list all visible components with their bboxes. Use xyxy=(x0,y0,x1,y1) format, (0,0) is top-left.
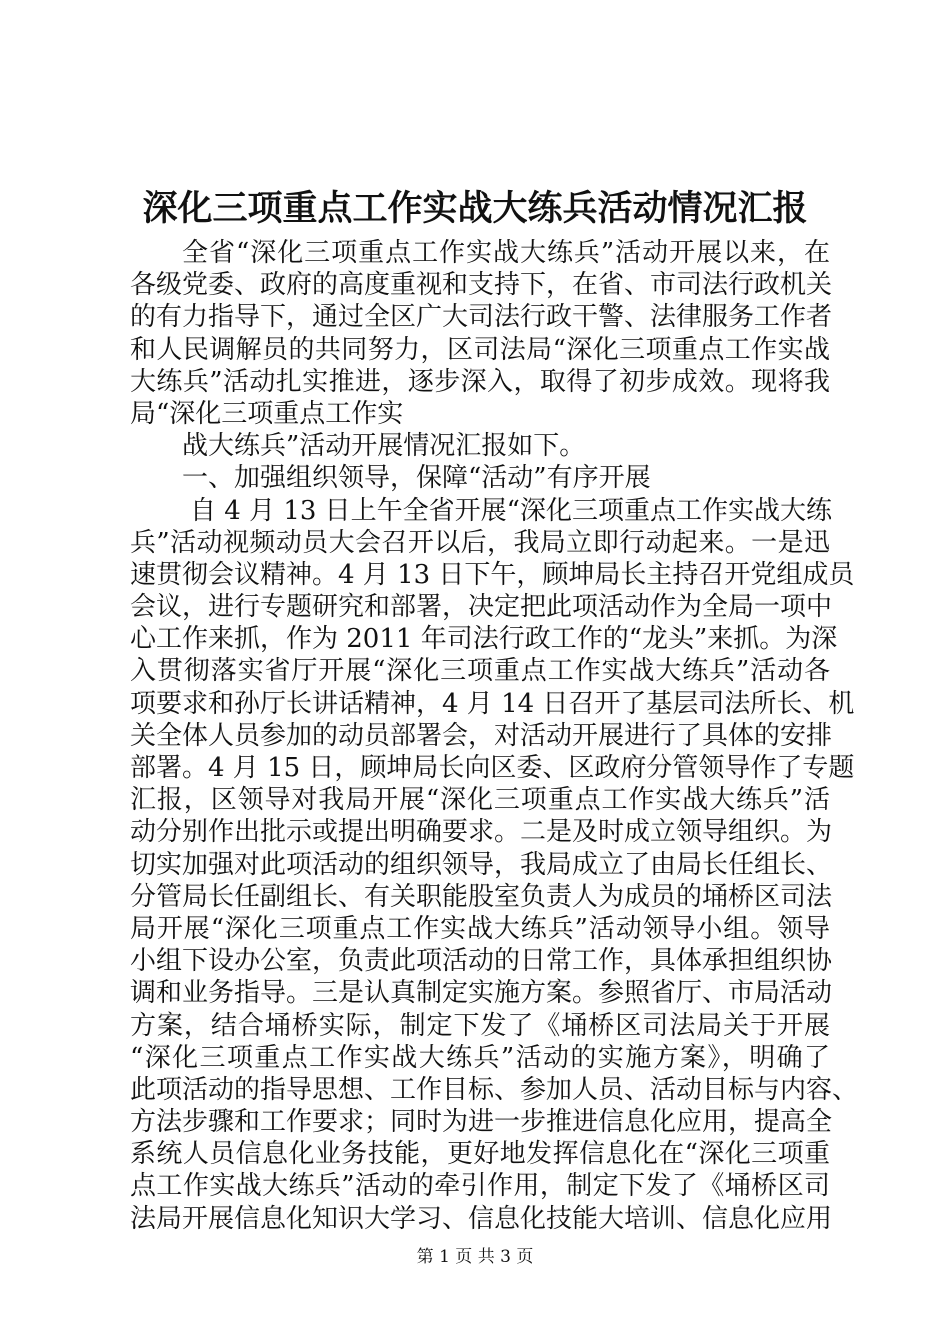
paragraph-line: 速贯彻会议精神。4 月 13 日下午，顾坤局长主持召开党组成员 xyxy=(130,559,855,590)
page-number: 第 1 页 共 3 页 xyxy=(416,1247,534,1267)
paragraph-line: 大练兵”活动扎实推进，逐步深入，取得了初步成效。现将我 xyxy=(130,366,830,397)
paragraph-line: 的有力指导下，通过全区广大司法行政干警、法律服务工作者 xyxy=(130,302,833,333)
paragraph-line: 方法步骤和工作要求；同时为进一步推进信息化应用，提高全 xyxy=(130,1107,833,1138)
paragraph-line: 动分别作出批示或提出明确要求。二是及时成立领导组织。为 xyxy=(130,817,833,848)
paragraph-line: 各级党委、政府的高度重视和支持下，在省、市司法行政机关 xyxy=(130,270,833,301)
document-title: 深化三项重点工作实战大练兵活动情况汇报 xyxy=(142,188,808,229)
paragraph-line: 入贯彻落实省厅开展“深化三项重点工作实战大练兵”活动各 xyxy=(130,656,830,687)
paragraph-line: 部署。4 月 15 日，顾坤局长向区委、区政府分管领导作了专题 xyxy=(130,753,855,783)
paragraph-line: 调和业务指导。三是认真制定实施方案。参照省厅、市局活动 xyxy=(130,978,833,1009)
paragraph-line: 关全体人员参加的动员部署会，对活动开展进行了具体的安排 xyxy=(130,720,833,751)
paragraph-line: 法局开展信息化知识大学习、信息化技能大培训、信息化应用 xyxy=(130,1203,833,1234)
paragraph-line: 局开展“深化三项重点工作实战大练兵”活动领导小组。领导 xyxy=(130,913,830,944)
paragraph-line: 局“深化三项重点工作实 xyxy=(130,398,404,429)
paragraph-line: 此项活动的指导思想、工作目标、参加人员、活动目标与内容、 xyxy=(130,1074,859,1105)
section-heading: 一、加强组织领导，保障“活动”有序开展 xyxy=(182,463,651,494)
paragraph-line: 和人民调解员的共同努力，区司法局“深化三项重点工作实战 xyxy=(130,334,830,365)
paragraph-line: 全省“深化三项重点工作实战大练兵”活动开展以来，在 xyxy=(182,238,830,268)
paragraph-line: 方案，结合埇桥实际，制定下发了《埇桥区司法局关于开展 xyxy=(130,1010,830,1041)
paragraph-line: 项要求和孙厅长讲话精神，4 月 14 日召开了基层司法所长、机 xyxy=(130,688,855,719)
paragraph-line: 分管局长任副组长、有关职能股室负责人为成员的埇桥区司法 xyxy=(130,881,833,912)
paragraph-line: 小组下设办公室，负责此项活动的日常工作，具体承担组织协 xyxy=(130,946,833,977)
paragraph-line: 点工作实战大练兵”活动的牵引作用，制定下发了《埇桥区司 xyxy=(130,1171,830,1202)
paragraph-line: 战大练兵”活动开展情况汇报如下。 xyxy=(182,431,586,462)
paragraph-line: 兵”活动视频动员大会召开以后，我局立即行动起来。一是迅 xyxy=(130,527,830,558)
paragraph-line: 汇报，区领导对我局开展“深化三项重点工作实战大练兵”活 xyxy=(130,785,830,816)
paragraph-line: “深化三项重点工作实战大练兵”活动的实施方案》，明确了 xyxy=(130,1042,830,1073)
paragraph-line: 自 4 月 13 日上午全省开展“深化三项重点工作实战大练 xyxy=(190,495,832,526)
paragraph-line: 心工作来抓，作为 2011 年司法行政工作的“龙头”来抓。为深 xyxy=(130,624,838,655)
paragraph-line: 切实加强对此项活动的组织领导，我局成立了由局长任组长、 xyxy=(130,849,833,880)
document-body xyxy=(130,237,859,1235)
paragraph-line: 会议，进行专题研究和部署，决定把此项活动作为全局一项中 xyxy=(130,592,833,623)
paragraph-line: 系统人员信息化业务技能，更好地发挥信息化在“深化三项重 xyxy=(130,1139,830,1170)
